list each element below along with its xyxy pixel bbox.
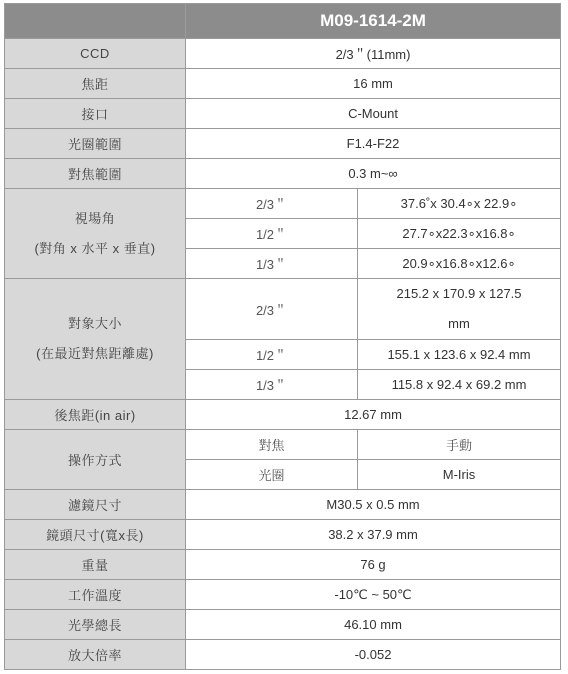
weight-label: 重量	[5, 550, 186, 580]
row-mount	[5, 99, 561, 129]
view-angle-label-title: 視場角	[74, 210, 116, 226]
ccd-label: CCD	[5, 39, 186, 69]
object-size-label-note: (在最近對焦距離處)	[36, 346, 154, 361]
back-focus-value: 12.67 mm	[186, 400, 561, 430]
spec-table	[4, 3, 561, 670]
object-size-size: 2/3＂	[186, 279, 358, 340]
focal-length-value: 16 mm	[186, 69, 561, 99]
mount-label: 接口	[5, 99, 186, 129]
object-size-value	[358, 279, 561, 340]
model-title: M09-1614-2M	[186, 4, 561, 39]
operation-iris-value: M-Iris	[358, 460, 561, 490]
object-size-value: 115.8 x 92.4 x 69.2 mm	[358, 370, 561, 400]
lens-size-value: 38.2 x 37.9 mm	[186, 520, 561, 550]
view-angle-value: 37.6˚x 30.4∘x 22.9∘	[358, 189, 561, 219]
view-angle-label	[5, 189, 186, 279]
optical-length-label: 光學總長	[5, 610, 186, 640]
row-operation-focus	[5, 430, 561, 460]
row-filter-size	[5, 490, 561, 520]
view-angle-label-note: (對角 x 水平 x 垂直)	[34, 240, 156, 256]
row-aperture	[5, 129, 561, 159]
row-lens-size	[5, 520, 561, 550]
optical-length-value: 46.10 mm	[186, 610, 561, 640]
operation-iris-label: 光圈	[186, 460, 358, 490]
object-size-label-title: 對象大小	[67, 316, 122, 331]
row-ccd	[5, 39, 561, 69]
view-angle-value: 20.9∘x16.8∘x12.6∘	[358, 249, 561, 279]
object-size-size: 1/2＂	[186, 340, 358, 370]
row-optical-length	[5, 610, 561, 640]
filter-size-value: M30.5 x 0.5 mm	[186, 490, 561, 520]
row-view-angle-1	[5, 189, 561, 219]
object-size-value-unit: mm	[448, 316, 470, 331]
lens-size-label: 鏡頭尺寸(寬x長)	[5, 520, 186, 550]
temperature-value: -10℃ ~ 50℃	[186, 580, 561, 610]
aperture-value: F1.4-F22	[186, 129, 561, 159]
focus-range-label: 對焦範圍	[5, 159, 186, 189]
view-angle-size: 1/3＂	[186, 249, 358, 279]
row-weight	[5, 550, 561, 580]
filter-size-label: 濾鏡尺寸	[5, 490, 186, 520]
header-row	[5, 4, 561, 39]
ccd-value: 2/3＂(11mm)	[186, 39, 561, 69]
object-size-size: 1/3＂	[186, 370, 358, 400]
object-size-value: 155.1 x 123.6 x 92.4 mm	[358, 340, 561, 370]
row-focus-range	[5, 159, 561, 189]
aperture-label: 光圈範圍	[5, 129, 186, 159]
magnification-value: -0.052	[186, 640, 561, 670]
row-back-focus	[5, 400, 561, 430]
back-focus-label: 後焦距(in air)	[5, 400, 186, 430]
view-angle-value: 27.7∘x22.3∘x16.8∘	[358, 219, 561, 249]
focus-range-value: 0.3 m~∞	[186, 159, 561, 189]
row-focal-length	[5, 69, 561, 99]
view-angle-size: 2/3＂	[186, 189, 358, 219]
operation-focus-label: 對焦	[186, 430, 358, 460]
object-size-label	[5, 279, 186, 400]
weight-value: 76 g	[186, 550, 561, 580]
temperature-label: 工作溫度	[5, 580, 186, 610]
row-object-size-1	[5, 279, 561, 340]
mount-value: C-Mount	[186, 99, 561, 129]
operation-label: 操作方式	[5, 430, 186, 490]
header-corner-cell	[5, 4, 186, 39]
magnification-label: 放大倍率	[5, 640, 186, 670]
row-temperature	[5, 580, 561, 610]
operation-focus-value: 手動	[358, 430, 561, 460]
object-size-value-line: 215.2 x 170.9 x 127.5	[396, 286, 522, 301]
focal-length-label: 焦距	[5, 69, 186, 99]
view-angle-size: 1/2＂	[186, 219, 358, 249]
row-magnification	[5, 640, 561, 670]
